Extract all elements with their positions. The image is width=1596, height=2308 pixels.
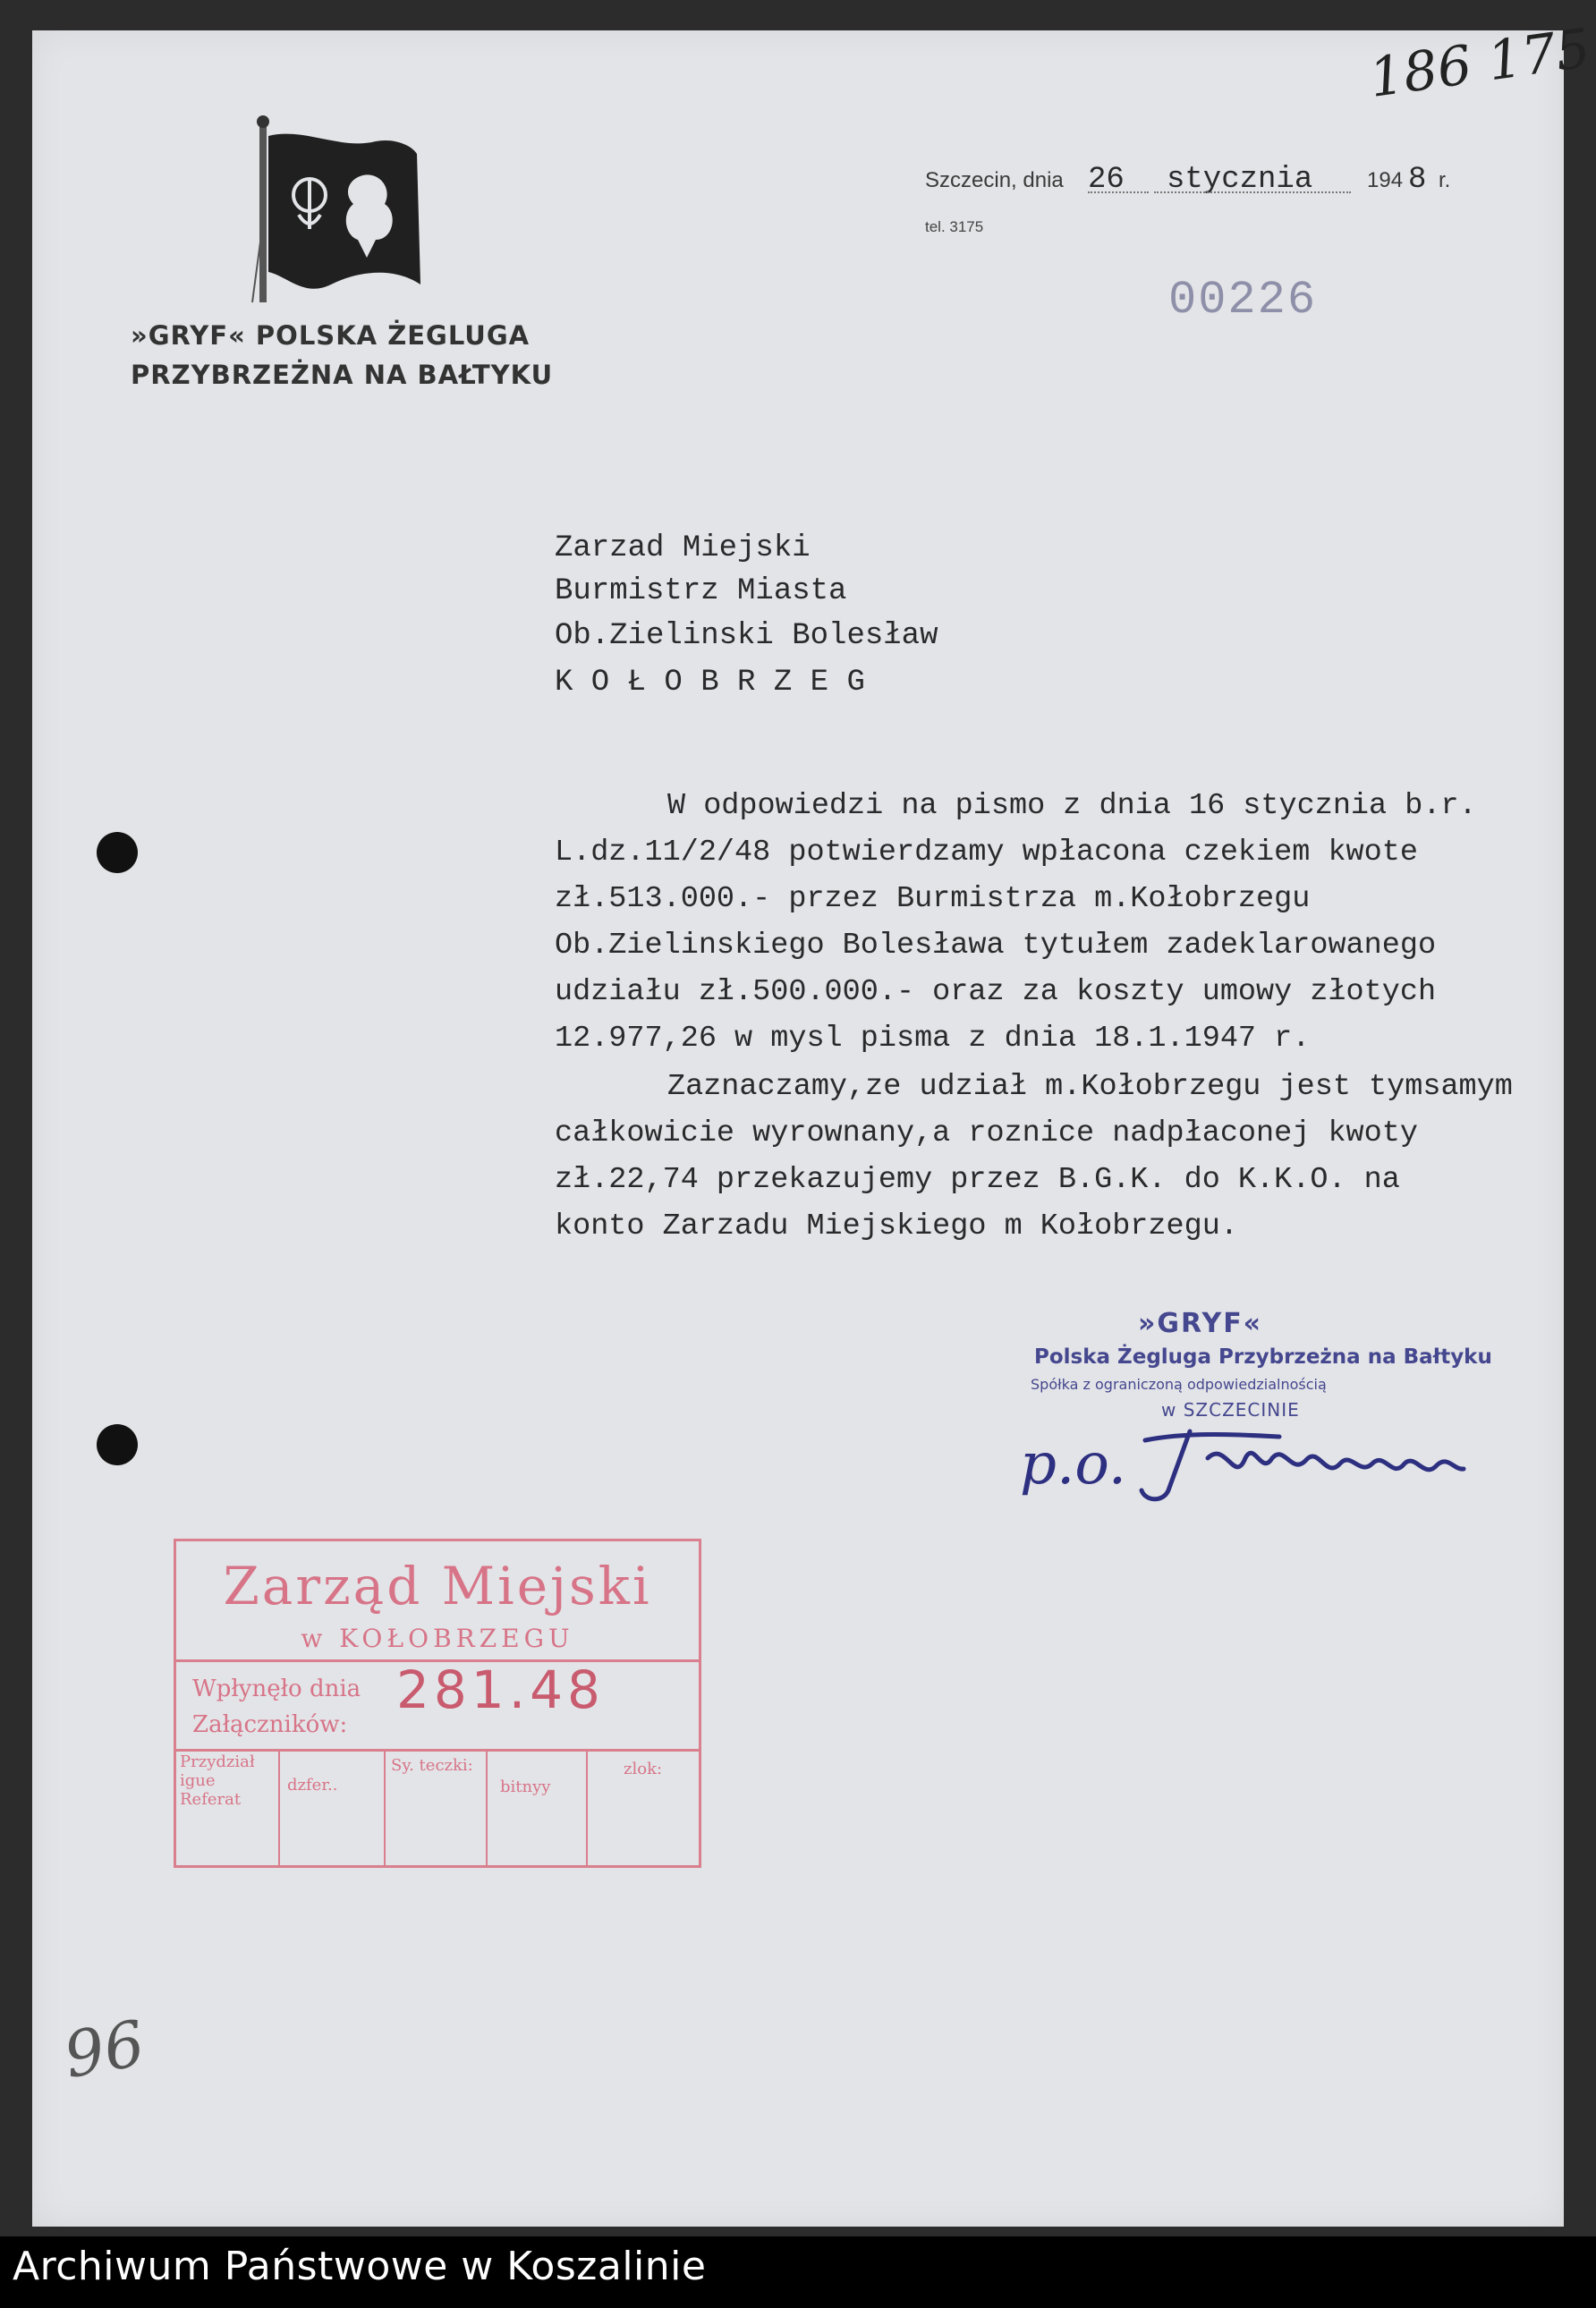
body-line: 12.977,26 w mysl pisma z dnia 18.1.1947 r.	[555, 1022, 1311, 1056]
body-line: L.dz.11/2/48 potwierdzamy wpłacona czekiem kwote	[555, 836, 1418, 870]
dateline-dots-month	[1154, 191, 1351, 193]
dateline-place: Szczecin, dnia	[925, 168, 1064, 192]
dateline-dots-day	[1088, 191, 1149, 193]
dateline-month: stycznia	[1167, 163, 1313, 197]
handwritten-signature	[1011, 1404, 1485, 1512]
body-line: całkowicie wyrownany,a roznice nadpłaconej kwoty	[555, 1116, 1418, 1150]
document-number-stamp: 00226	[1168, 274, 1318, 327]
recipient-line2: Burmistrz Miasta	[555, 574, 847, 608]
received-stamp	[174, 1539, 701, 1868]
company-stamp-line1: »GRYF«	[1138, 1308, 1263, 1339]
body-line: konto Zarzadu Miejskiego m Kołobrzegu.	[555, 1209, 1238, 1243]
body-line: Ob.Zielinskiego Bolesława tytułem zadeklarowanego	[555, 929, 1437, 963]
punch-hole-bottom	[97, 1424, 138, 1465]
stamp-cell-4: bitnyy	[500, 1778, 551, 1796]
dateline-year-prefix: 194	[1367, 168, 1404, 192]
body-line: udziału zł.500.000.- oraz za koszty umowy złotych	[555, 975, 1437, 1009]
recipient-city: K O Ł O B R Z E G	[555, 666, 865, 700]
signature-po-text: p.o.	[1020, 1431, 1127, 1498]
handwritten-page-number: 186 175	[1365, 17, 1594, 110]
phone-number: tel. 3175	[925, 218, 984, 235]
received-stamp-title: Zarząd Miejski	[223, 1556, 652, 1616]
company-stamp-line2: Polska Żegluga Przybrzeżna na Bałtyku	[1034, 1345, 1492, 1369]
recipient-line3: Ob.Zielinski Bolesław	[555, 619, 938, 653]
attachments-label: Załączników:	[192, 1711, 348, 1738]
received-date-label: Wpłynęło dnia	[192, 1676, 361, 1702]
stamp-cell-folder: Sy. teczki:	[391, 1756, 473, 1775]
punch-hole-top	[97, 832, 138, 873]
stamp-cell-5: zlok:	[624, 1760, 663, 1778]
received-date-value: 281.48	[396, 1659, 605, 1720]
stamp-cell-assignment: Przydział iguе Referat	[180, 1752, 255, 1809]
company-name-line1: »GRYF« POLSKA ŻEGLUGA	[131, 320, 531, 351]
recipient-line1: Zarzad Miejski	[555, 531, 811, 565]
body-line: zł.513.000.- przez Burmistrza m.Kołobrzegu	[555, 882, 1311, 916]
company-stamp-line4: w SZCZECINIE	[1161, 1399, 1300, 1421]
dateline-day: 26	[1088, 163, 1125, 197]
gryf-flag-logo	[242, 115, 429, 311]
archive-caption: Archiwum Państwowe w Koszalinie	[13, 2244, 707, 2289]
dateline-year-digit: 8	[1408, 163, 1427, 197]
company-stamp-line3: Spółka z ograniczoną odpowiedzialnością	[1031, 1376, 1327, 1393]
company-name-line2: PRZYBRZEŻNA NA BAŁTYKU	[131, 360, 554, 390]
received-stamp-subtitle: w KOŁOBRZEGU	[301, 1624, 574, 1653]
dateline-year-suffix: r.	[1439, 168, 1451, 192]
handwritten-margin-number: 96	[58, 2006, 150, 2093]
body-line: Zaznaczamy,ze udział m.Kołobrzegu jest tymsamym	[667, 1070, 1513, 1104]
stamp-cell-department: dzfer..	[287, 1776, 338, 1795]
body-line: W odpowiedzi na pismo z dnia 16 stycznia b.r.	[667, 789, 1477, 823]
body-line: zł.22,74 przekazujemy przez B.G.K. do K.K.O. na	[555, 1163, 1400, 1197]
